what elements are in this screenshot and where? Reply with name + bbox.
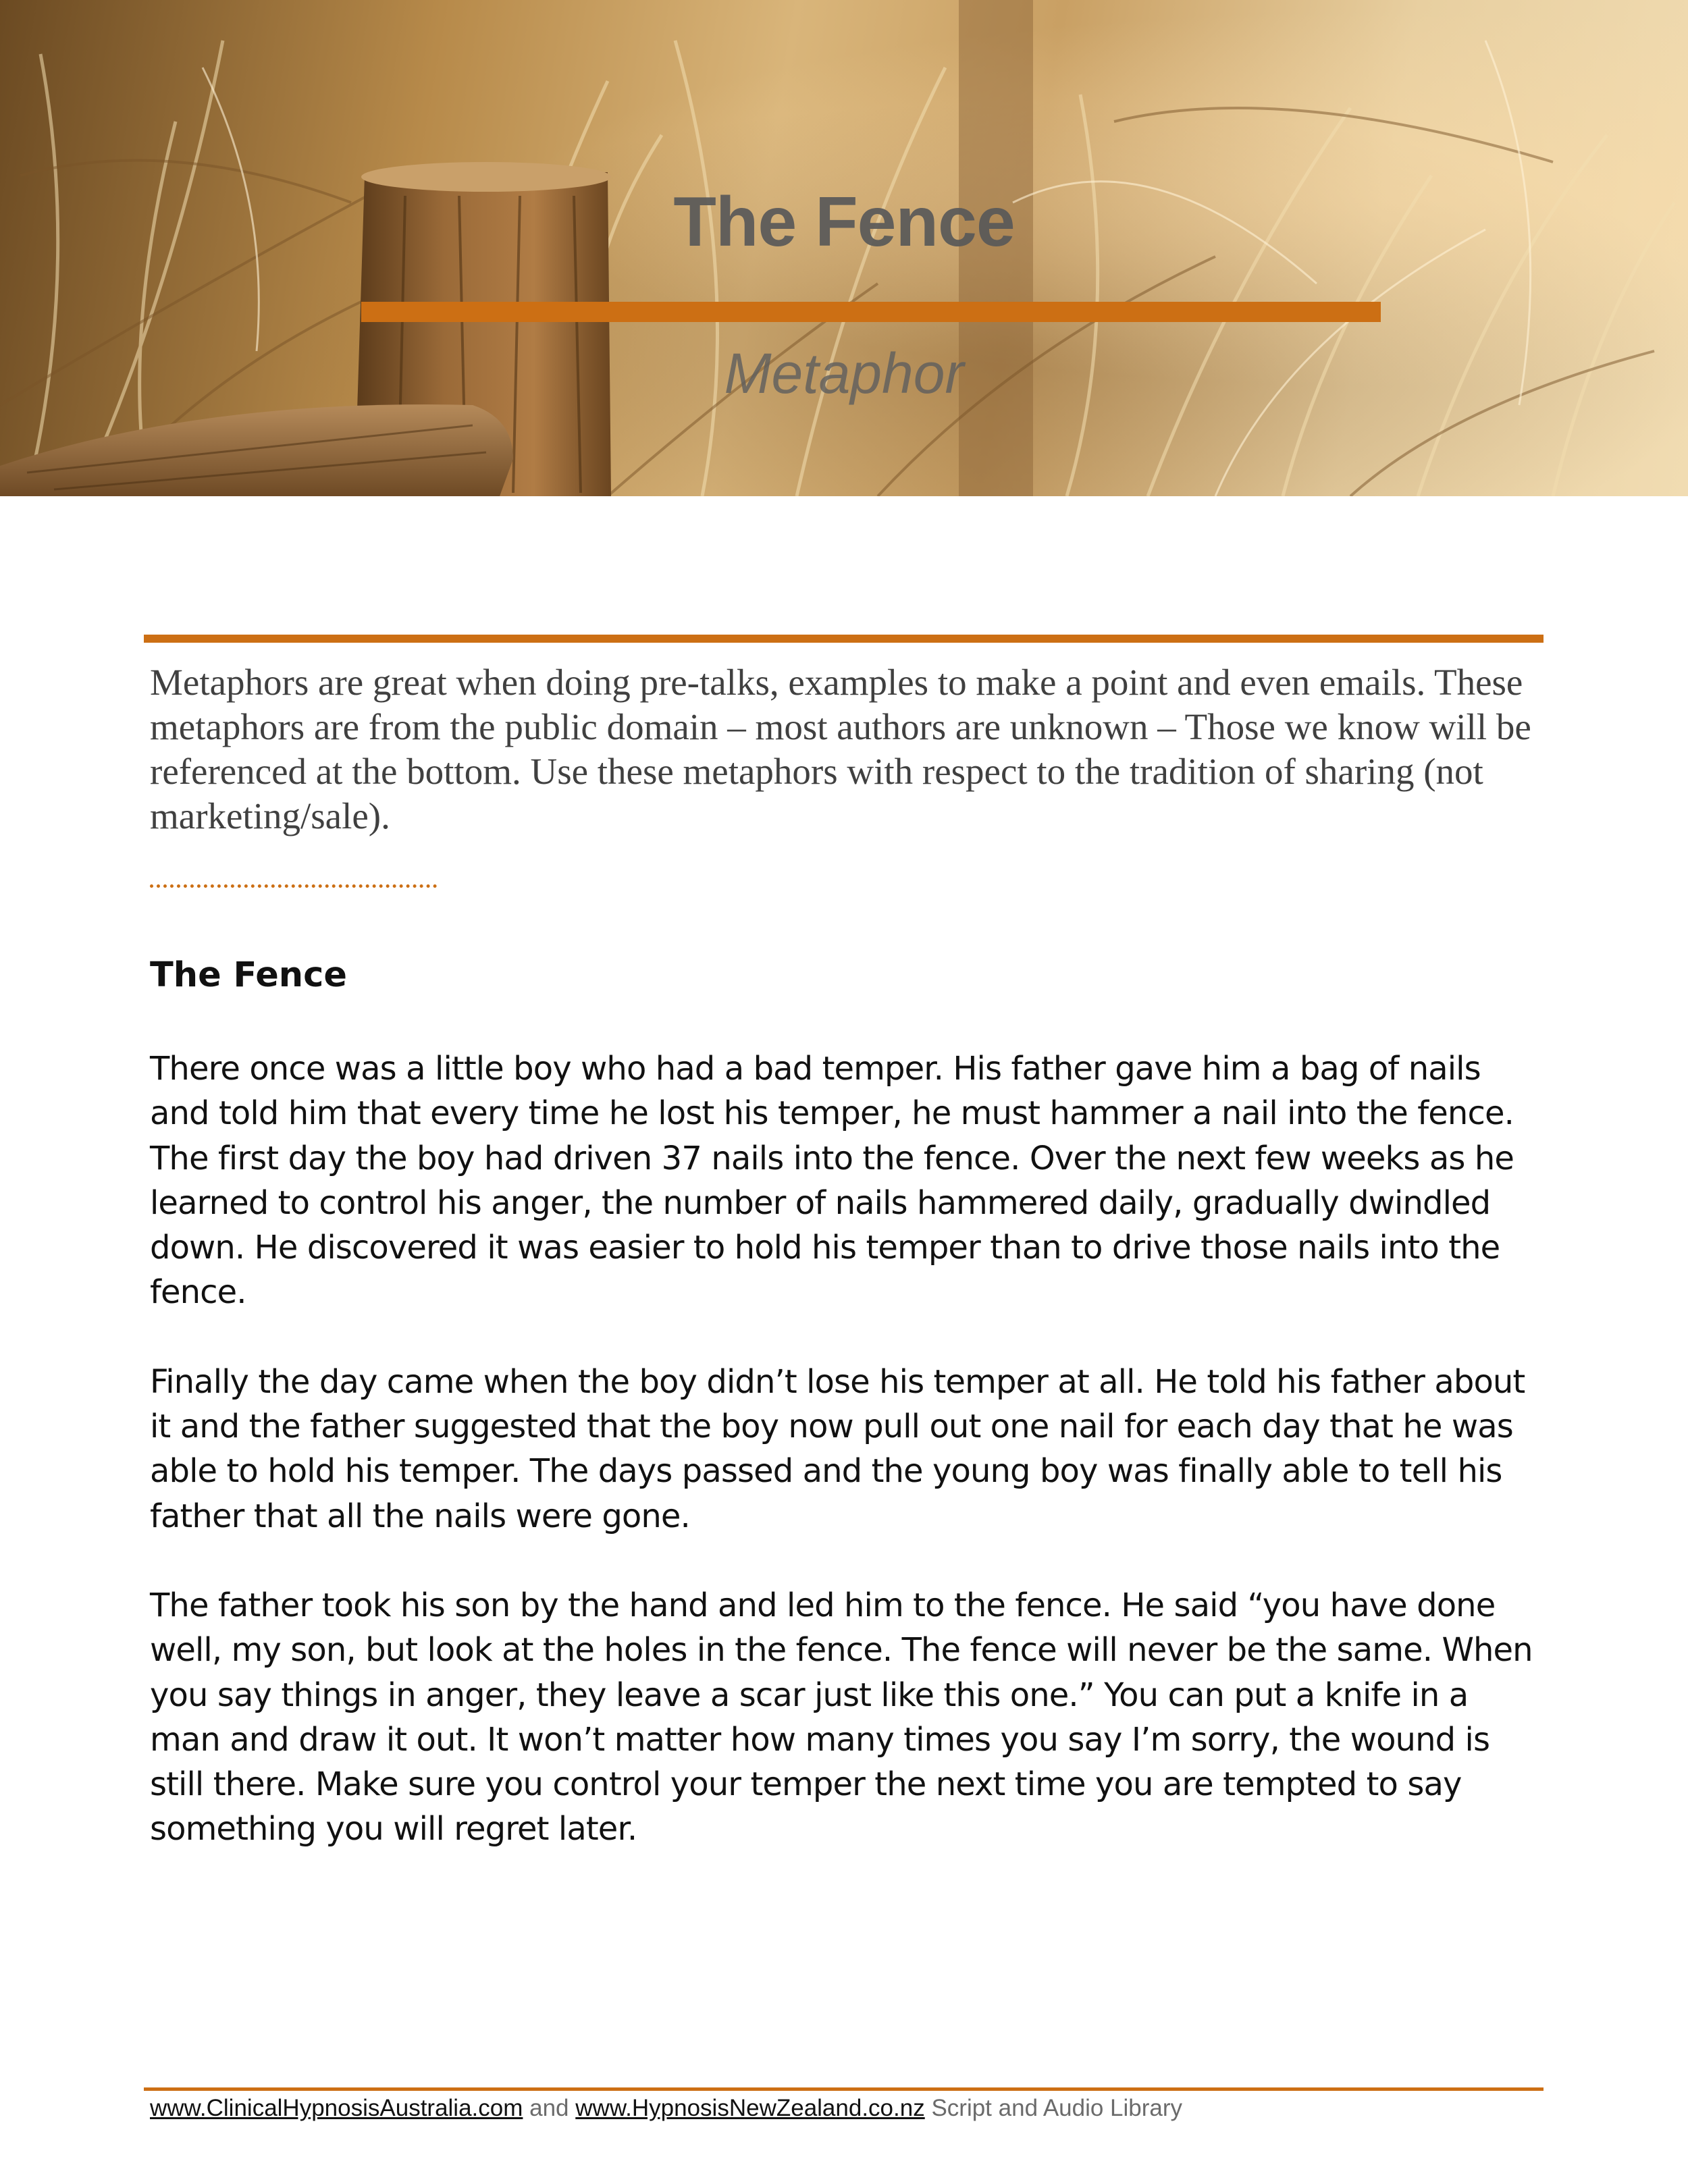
footer-divider	[144, 2087, 1544, 2091]
story-heading: The Fence	[150, 955, 347, 995]
footer-joiner: and	[523, 2095, 576, 2121]
story-paragraph: There once was a little boy who had a bad temper. His father gave him a bag of nails and told him that every time he lost his temper, he must hammer a nail into the fence. The first day the boy had driven 37 nails into the fence. Over the next few weeks as he learned to control his anger, the number of nails hammered daily, gradually dwindled down. He discovered it was easier to hold his temper than to drive those nails into the fence.	[150, 1050, 1514, 1312]
footer-link-newzealand[interactable]: www.HypnosisNewZealand.co.nz	[575, 2095, 925, 2121]
story-paragraph: Finally the day came when the boy didn’t lose his temper at all. He told his father about it and the father suggested that the boy now pull out one nail for each day that he was able to hold his temper. The days passed and the young boy was finally able to tell his father that all the nails were gone.	[150, 1362, 1525, 1535]
banner-subtitle: Metaphor	[724, 342, 964, 405]
intro-paragraph: Metaphors are great when doing pre-talks, examples to make a point and even emails. These metaphors are from the public domain – most authors are unknown – Those we know will be referenced at the bottom. Use these metaphors with respect to the tradition of sharing (not marketing/sale).	[150, 662, 1531, 836]
story-body	[150, 1046, 1548, 1896]
banner-accent-rule	[361, 302, 1381, 322]
header-banner-image	[0, 0, 1688, 496]
banner-title: The Fence	[673, 183, 1015, 261]
footer	[150, 2095, 1182, 2122]
footer-link-australia[interactable]: www.ClinicalHypnosisAustralia.com	[150, 2095, 523, 2121]
dotted-separator	[150, 884, 437, 888]
section-divider	[144, 635, 1544, 643]
footer-suffix: Script and Audio Library	[924, 2095, 1183, 2121]
story-paragraph: The father took his son by the hand and led him to the fence. He said “you have done well, my son, but look at the holes in the fence. The fence will never be the same. When you say things in anger, they leave a scar just like this one.” You can put a knife in a man and draw it out. It won’t matter how many times you say I’m sorry, the wound is still there. Make sure you control your temper the next time you are tempted to say something you will regret later.	[150, 1586, 1533, 1848]
